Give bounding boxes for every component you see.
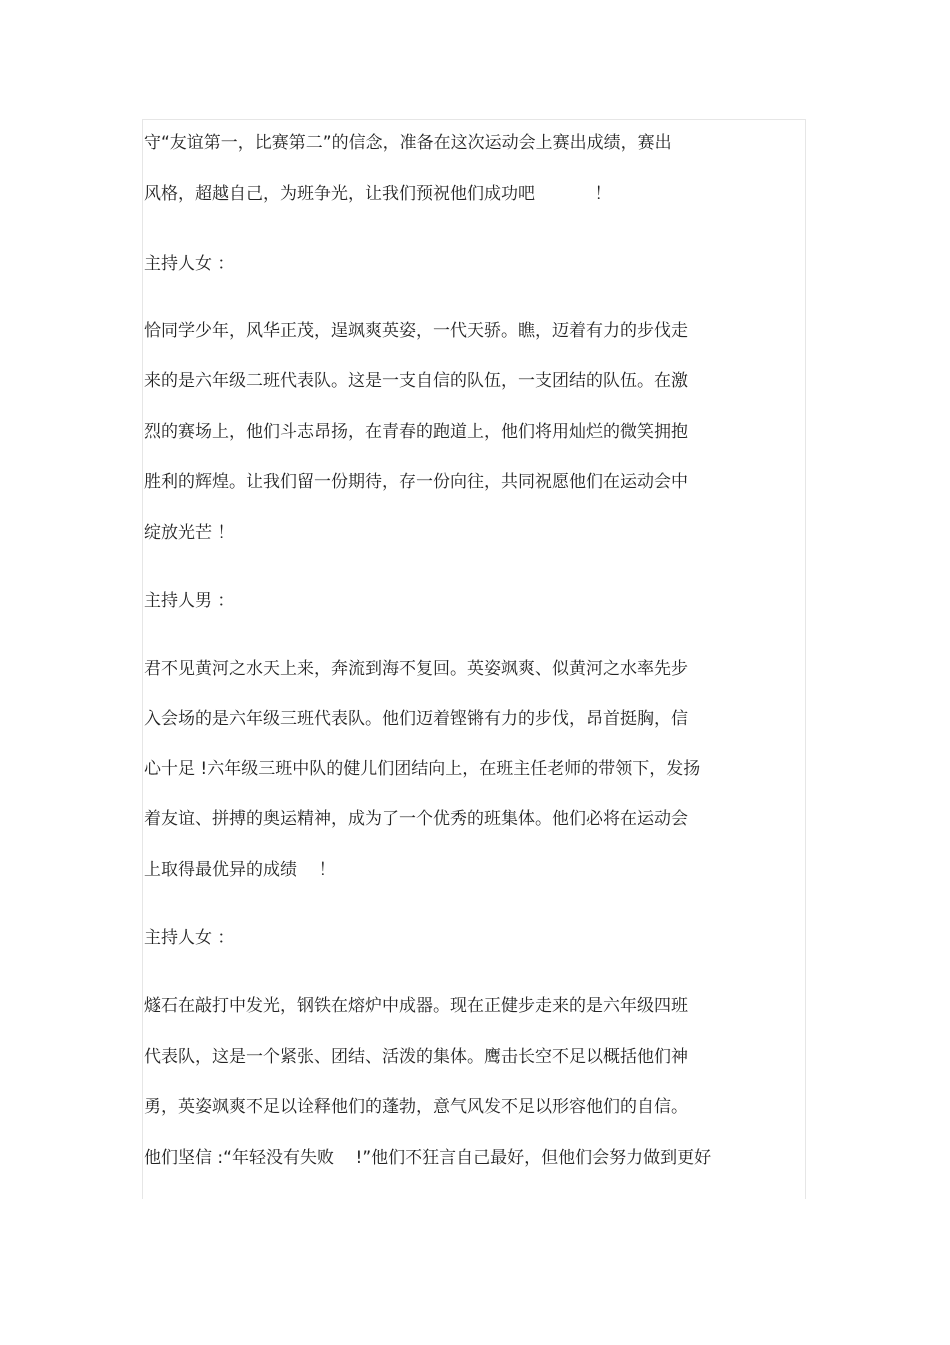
- text-line: 入会场的是六年级三班代表队。他们迈着铿锵有力的步伐，昂首挺胸，信: [144, 709, 688, 729]
- text-line: 心十足 !六年级三班中队的健儿们团结向上，在班主任老师的带领下，发扬: [144, 759, 701, 779]
- speaker-label-male: 主持人男 ：: [144, 591, 235, 611]
- text-line: 上取得最优异的成绩 ！: [144, 860, 336, 880]
- text-line: 来的是六年级二班代表队。这是一支自信的队伍，一支团结的队伍。在激: [144, 371, 688, 391]
- speaker-label-female: 主持人女 ：: [144, 928, 235, 948]
- text-line: 绽放光芒 ！: [144, 523, 235, 543]
- text-line: 风格，超越自己，为班争光，让我们预祝他们成功吧 ！: [144, 184, 612, 204]
- text-line: 恰同学少年，风华正茂，逞飒爽英姿，一代天骄。瞧，迈着有力的步伐走: [144, 321, 688, 341]
- text-line: 燧石在敲打中发光，钢铁在熔炉中成器。现在正健步走来的是六年级四班: [144, 996, 688, 1016]
- text-line: 胜利的辉煌。让我们留一份期待，存一份向往，共同祝愿他们在运动会中: [144, 472, 688, 492]
- text-line: 勇，英姿飒爽不足以诠释他们的蓬勃，意气风发不足以形容他们的自信。: [144, 1097, 688, 1117]
- text-line: 烈的赛场上，他们斗志昂扬，在青春的跑道上，他们将用灿烂的微笑拥抱: [144, 422, 688, 442]
- text-line: 代表队，这是一个紧张、团结、活泼的集体。鹰击长空不足以概括他们神: [144, 1047, 688, 1067]
- text-line: 君不见黄河之水天上来，奔流到海不复回。英姿飒爽、似黄河之水率先步: [144, 659, 688, 679]
- text-line: 着友谊、拼搏的奥运精神，成为了一个优秀的班集体。他们必将在运动会: [144, 809, 688, 829]
- text-line: 他们坚信 :“年轻没有失败 !”他们不狂言自己最好，但他们会努力做到更好: [144, 1148, 712, 1168]
- speaker-label-female: 主持人女 ：: [144, 254, 235, 274]
- text-line: 守“友谊第一，比赛第二”的信念，准备在这次运动会上赛出成绩，赛出: [144, 133, 672, 153]
